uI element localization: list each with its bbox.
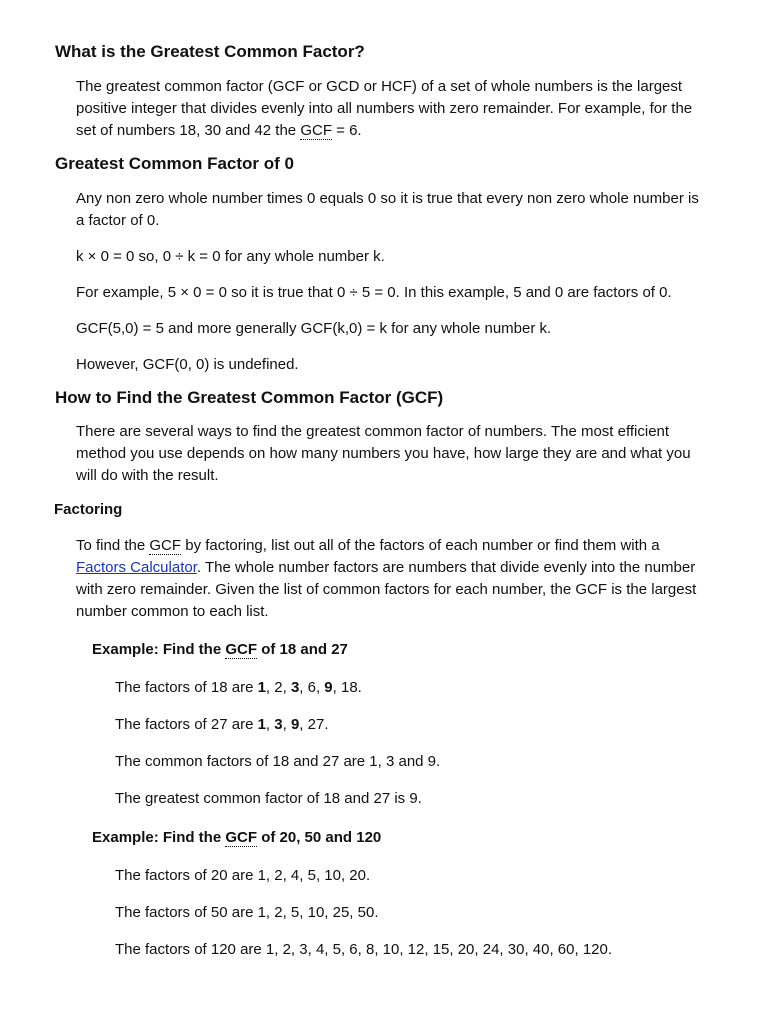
highlighted-factor: 1 bbox=[257, 716, 266, 733]
heading-what-is-gcf: What is the Greatest Common Factor? bbox=[55, 42, 365, 61]
text: , 27. bbox=[299, 716, 329, 733]
heading-gcf-of-zero: Greatest Common Factor of 0 bbox=[55, 154, 294, 173]
zero-paragraph-2: k × 0 = 0 so, 0 ÷ k = 0 for any whole number k. bbox=[76, 248, 385, 265]
example-1-line-3: The common factors of 18 and 27 are 1, 3 and 9. bbox=[115, 753, 441, 770]
example-2-line-3: The factors of 120 are 1, 2, 3, 4, 5, 6, 8, 10, 12, 15, 20, 24, 30, 40, 60, 120. bbox=[115, 941, 613, 958]
zero-paragraph-1: Any non zero whole number times 0 equals 0 so it is true that every non zero whole number is a factor of 0. bbox=[76, 190, 699, 229]
highlighted-factor: 9 bbox=[290, 716, 300, 733]
zero-paragraph-5: However, GCF(0, 0) is undefined. bbox=[76, 356, 299, 373]
example-1-title-b: of 18 and 27 bbox=[257, 641, 348, 658]
gcf-abbreviation[interactable]: GCF bbox=[300, 122, 332, 139]
definition-text: The greatest common factor (GCF or GCD or HCF) of a set of whole numbers is the largest positive integer that divides evenly into all numbers with zero remainder. For example, for the set of numbers 18, 30 and 42 the bbox=[76, 78, 693, 139]
text: , 2, bbox=[265, 679, 291, 696]
example-1-line-4: The greatest common factor of 18 and 27 is 9. bbox=[115, 790, 422, 807]
how-to-paragraph: There are several ways to find the greatest common factor of numbers. The most efficient method you use depends on how many numbers you have, how large they are and what you will do with the result. bbox=[76, 423, 691, 484]
factors-calculator-link[interactable]: Factors Calculator bbox=[76, 559, 197, 576]
highlighted-factor: 3 bbox=[290, 679, 300, 696]
definition-result: = 6. bbox=[332, 122, 362, 139]
example-2-title-b: of 20, 50 and 120 bbox=[257, 829, 382, 846]
zero-paragraph-4: GCF(5,0) = 5 and more generally GCF(k,0) = k for any whole number k. bbox=[76, 320, 552, 337]
text: , 6, bbox=[299, 679, 325, 696]
factoring-text-a: To find the bbox=[76, 537, 150, 554]
highlighted-factor: 3 bbox=[274, 716, 283, 733]
example-1-title-a: Example: Find the bbox=[92, 641, 226, 658]
gcf-abbreviation[interactable]: GCF bbox=[149, 537, 182, 554]
gcf-abbreviation[interactable]: GCF bbox=[225, 641, 258, 658]
example-2-title-a: Example: Find the bbox=[92, 829, 226, 846]
example-1-line-1 bbox=[0, 677, 768, 699]
zero-paragraph-3: For example, 5 × 0 = 0 so it is true that 0 ÷ 5 = 0. In this example, 5 and 0 are factors of 0. bbox=[76, 284, 672, 301]
example-1-title bbox=[0, 639, 768, 661]
highlighted-factor: 1 bbox=[257, 679, 266, 696]
gcf-abbreviation[interactable]: GCF bbox=[225, 829, 258, 846]
text: , 18. bbox=[332, 679, 362, 696]
factoring-text-c: . The whole number factors are numbers that divide evenly into the number with zero remainder. Given the list of common factors for each number, the GCF is the largest number common to each list. bbox=[76, 559, 697, 620]
text: , bbox=[265, 716, 275, 733]
heading-how-to-find-gcf: How to Find the Greatest Common Factor (GCF) bbox=[55, 388, 444, 407]
example-2-line-2: The factors of 50 are 1, 2, 5, 10, 25, 50. bbox=[115, 904, 379, 921]
highlighted-factor: 9 bbox=[324, 679, 333, 696]
example-1-line-2 bbox=[0, 714, 768, 736]
example-2-line-1: The factors of 20 are 1, 2, 4, 5, 10, 20. bbox=[115, 867, 371, 884]
factoring-intro-paragraph bbox=[0, 535, 768, 623]
heading-factoring: Factoring bbox=[54, 501, 123, 518]
text: The factors of 18 are bbox=[115, 679, 258, 696]
gcf-definition-paragraph bbox=[0, 76, 768, 142]
example-2-title bbox=[0, 827, 768, 849]
text: , bbox=[282, 716, 291, 733]
text: The factors of 27 are bbox=[115, 716, 258, 733]
factoring-text-b: by factoring, list out all of the factors of each number or find them with a bbox=[181, 537, 660, 554]
